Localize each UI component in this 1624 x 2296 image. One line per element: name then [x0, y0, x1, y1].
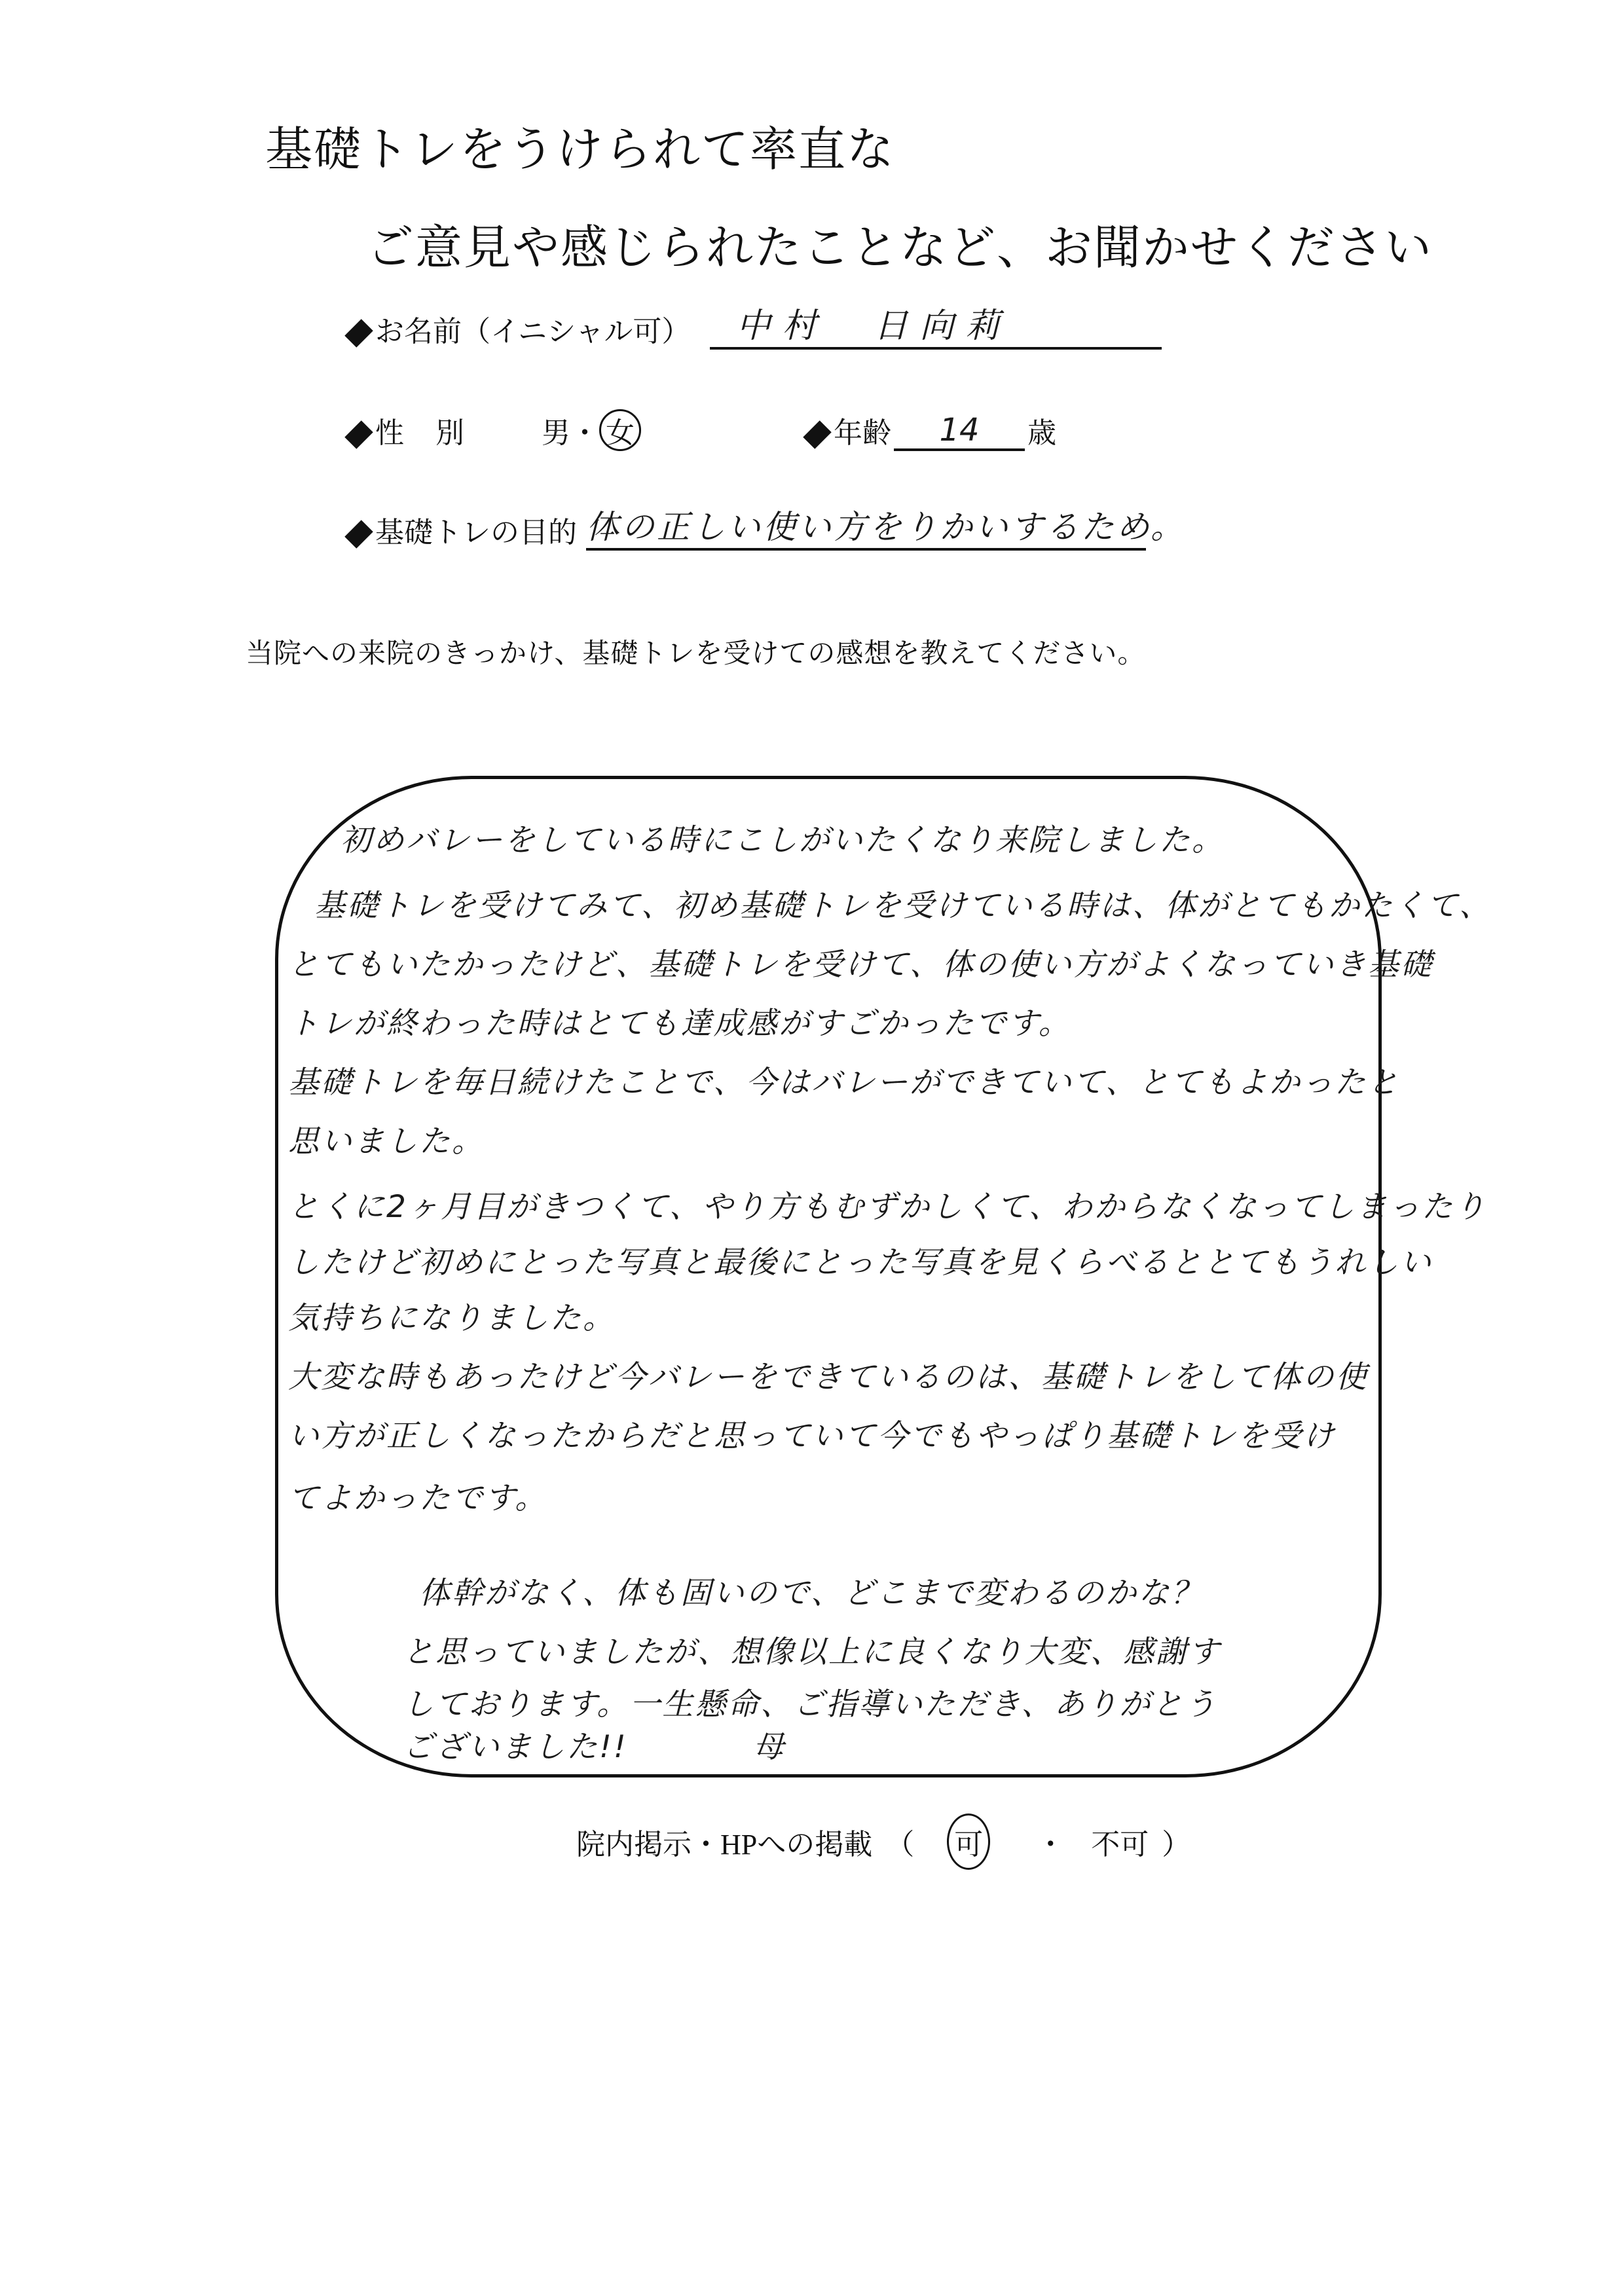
- comment-line: 基礎トレを受けてみて、初め基礎トレを受けている時は、体がとてもかたくて、: [314, 888, 1492, 924]
- diamond-bullet-icon: [344, 520, 373, 548]
- gender-label: 性別: [375, 416, 496, 450]
- purpose-field-row: [344, 507, 1186, 551]
- consent-option-allow-label: 可: [954, 1829, 984, 1861]
- form-title-line2: ご意見や感じられたことなど、お聞かせください: [367, 220, 1433, 275]
- gender-options: [542, 409, 641, 451]
- form-title-line1: 基礎トレをうけられて率直な: [265, 122, 896, 177]
- name-field-row: [344, 308, 1162, 350]
- comment-line: とくに2ヶ月目がきつくて、やり方もむずかしくて、わからなくなってしまったり: [288, 1189, 1488, 1225]
- name-input[interactable]: 中村 日向莉: [710, 308, 1162, 350]
- consent-option-allow-selected[interactable]: [947, 1813, 990, 1870]
- gender-option-female-selected[interactable]: [599, 409, 641, 451]
- age-input[interactable]: 14: [894, 412, 1025, 451]
- parent-comment-line: 体幹がなく、体も固いので、どこまで変わるのかな？: [419, 1575, 1204, 1611]
- feedback-prompt: 当院への来院のきっかけ、基礎トレを受けての感想を教えてください。: [246, 637, 1146, 669]
- name-label: お名前（イニシャル可）: [375, 315, 691, 348]
- age-unit: 歳: [1027, 416, 1056, 450]
- comment-line: 初めバレーをしている時にこしがいたくなり来院しました。: [341, 822, 1225, 858]
- diamond-bullet-icon: [344, 319, 373, 347]
- gender-field-row: [344, 409, 641, 451]
- parent-comment-line: ございました!!: [403, 1729, 628, 1765]
- comment-line: い方が正しくなったからだと思っていて今でもやっぱり基礎トレを受け: [288, 1418, 1336, 1454]
- comment-line: トレが終わった時はとても達成感がすごかったです。: [288, 1006, 1071, 1042]
- consent-close-paren: ）: [1162, 1829, 1191, 1861]
- consent-open-paren: （: [885, 1829, 915, 1861]
- consent-option-deny[interactable]: 不可: [1091, 1829, 1149, 1861]
- purpose-label: 基礎トレの目的: [375, 516, 577, 549]
- signature: 母: [753, 1729, 786, 1765]
- comment-line: 基礎トレを毎日続けたことで、今はバレーができていて、とてもよかったと: [288, 1065, 1401, 1101]
- comment-line: とてもいたかったけど、基礎トレを受けて、体の使い方がよくなっていき基礎: [288, 947, 1434, 983]
- comment-line: 大変な時もあったけど今バレーをできているのは、基礎トレをして体の使: [288, 1359, 1369, 1395]
- diamond-bullet-icon: [803, 420, 831, 448]
- age-field-row: [802, 409, 1056, 451]
- parent-comment-line: と思っていましたが、想像以上に良くなり大変、感謝す: [403, 1634, 1221, 1670]
- age-label: 年齢: [834, 416, 891, 450]
- gender-separator: ・: [570, 416, 599, 450]
- comment-line: てよかったです。: [288, 1480, 548, 1516]
- purpose-input[interactable]: 体の正しい使い方をりかいするため。: [586, 507, 1146, 551]
- gender-option-female-label: 女: [606, 416, 635, 450]
- comment-line: したけど初めにとった写真と最後にとった写真を見くらべるととてもうれしい: [288, 1245, 1433, 1281]
- consent-separator: ・: [1036, 1829, 1065, 1861]
- consent-label: 院内掲示・HPへの掲載: [576, 1829, 873, 1861]
- gender-option-male[interactable]: 男: [542, 416, 570, 450]
- diamond-bullet-icon: [344, 420, 373, 448]
- parent-comment-line: しております。一生懸命、ご指導いただき、ありがとう: [403, 1686, 1218, 1722]
- publication-consent: [576, 1813, 1204, 1870]
- comment-line: 気持ちになりました。: [288, 1300, 616, 1336]
- comment-line: 思いました。: [288, 1123, 485, 1159]
